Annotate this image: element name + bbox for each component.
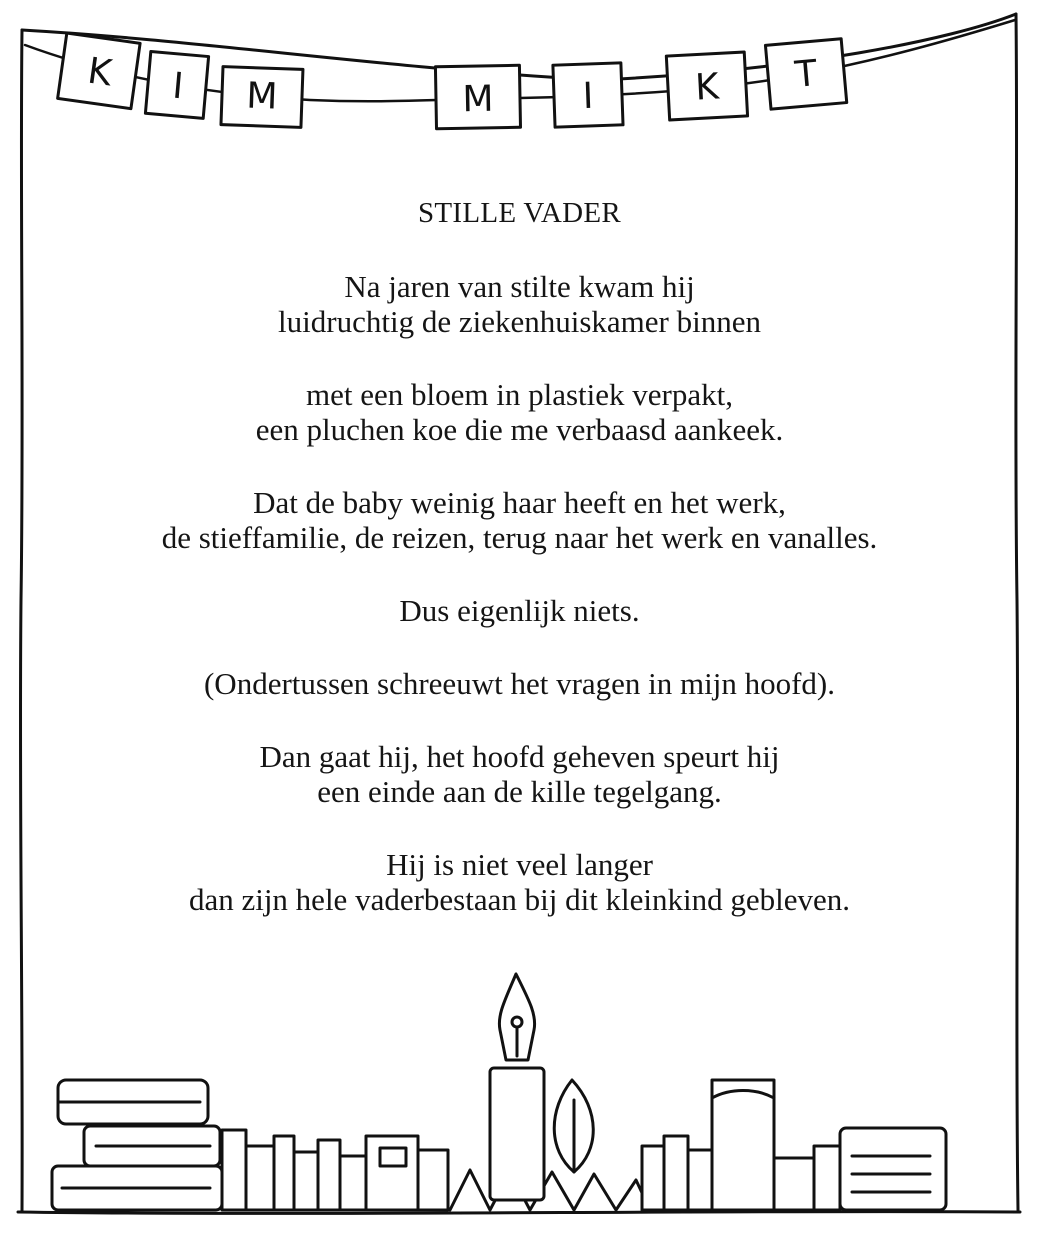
- bunting-flags: [0, 0, 1039, 160]
- stanza-3: [0, 485, 1039, 555]
- books-row-icon: [642, 1080, 946, 1210]
- poem-line: (Ondertussen schreeuwt het vragen in mijn hoofd).: [203, 666, 836, 701]
- candle-icon: [490, 1068, 544, 1200]
- poem-line: een pluchen koe die me verbaasd aankeek.: [255, 412, 784, 447]
- flame-row-icon: [450, 1170, 650, 1210]
- stanza-4: [0, 593, 1039, 628]
- bunting-letter: M: [245, 75, 279, 118]
- book-stack-icon: [52, 1080, 222, 1210]
- bottom-illustration: [0, 960, 1039, 1220]
- leaf-icon: [554, 1080, 593, 1172]
- poem-line: Dus eigenlijk niets.: [399, 593, 640, 628]
- stanza-5: [0, 666, 1039, 701]
- poem-title: STILLE VADER: [417, 197, 622, 229]
- poem-line: Dan gaat hij, het hoofd geheven speurt hij: [259, 739, 780, 774]
- poem-line: dan zijn hele vaderbestaan bij dit kleinkind gebleven.: [188, 882, 851, 917]
- bunting-letter: K: [85, 50, 115, 95]
- stanza-1: [0, 269, 1039, 339]
- poem-line: met een bloem in plastiek verpakt,: [306, 377, 733, 412]
- poem-line: Hij is niet veel langer: [386, 847, 653, 882]
- bunting-letter: K: [694, 66, 720, 109]
- stanza-2: [0, 377, 1039, 447]
- poem-line: een einde aan de kille tegelgang.: [317, 774, 722, 809]
- bunting-letter: M: [462, 78, 494, 121]
- poem-line: Na jaren van stilte kwam hij: [344, 269, 695, 304]
- stanza-6: [0, 739, 1039, 809]
- poem-line: Dat de baby weinig haar heeft en het werk,: [253, 485, 786, 520]
- fountain-pen-nib-icon: [499, 974, 534, 1060]
- poem-line: luidruchtig de ziekenhuiskamer binnen: [278, 304, 761, 339]
- bunting-letter: I: [170, 65, 185, 108]
- poem-line: de stieffamilie, de reizen, terug naar het werk en vanalles.: [161, 520, 878, 555]
- books-row-icon: [222, 1130, 448, 1210]
- stanza-7: [0, 847, 1039, 917]
- bunting-letter: T: [793, 53, 819, 96]
- bunting-letter: I: [581, 75, 595, 118]
- poem: [0, 196, 1039, 955]
